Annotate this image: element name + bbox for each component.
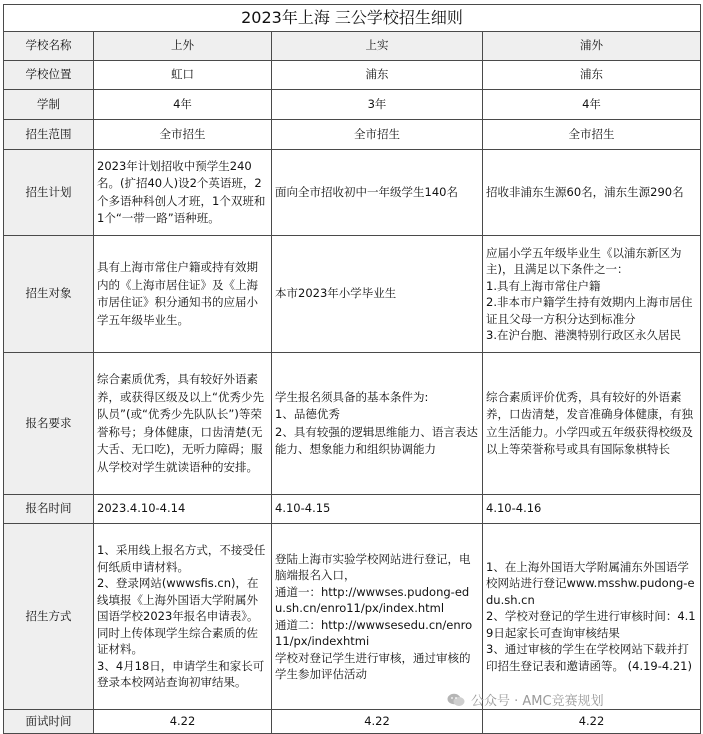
watermark-text: 公众号 · AMC竞赛规划 bbox=[471, 694, 604, 709]
table-row bbox=[4, 32, 701, 61]
table-row bbox=[4, 120, 701, 150]
cell-target-puwai: 应届小学五年级毕业生《以浦东新区为主)，且满足以下条件之一： 1.具有上海市常住户籍 2.非本市户籍学生持有效期内上海市居住证且父母一方积分达到标准分 3.在沪台胞、港澳特别行政区永久居民 bbox=[483, 236, 701, 353]
cell-reg-time-puwai: 4.10-4.16 bbox=[483, 495, 701, 524]
table-row bbox=[4, 236, 701, 353]
cell-interview-shangshi: 4.22 bbox=[272, 710, 483, 734]
title-row bbox=[4, 5, 701, 32]
row-label-interview: 面试时间 bbox=[4, 710, 94, 734]
cell-method-puwai: 1、在上海外国语大学附属浦东外国语学校网站进行登记www.msshw.pudong-edu.sh.cn 2、学校对登记的学生进行审核时间：4.19日起家长可查询审核结果 3、通过审核的学生在学校网站下载并打印招生登记表和邀请函等。 (4.19-4.21) bbox=[483, 524, 701, 710]
row-label-target: 招生对象 bbox=[4, 236, 94, 353]
cell-scope-shangwai: 全市招生 bbox=[94, 120, 272, 150]
table-row bbox=[4, 61, 701, 90]
watermark bbox=[447, 690, 604, 709]
wechat-icon bbox=[447, 693, 465, 707]
cell-requirements-shangshi: 学生报名须具备的基本条件为: 1、品德优秀 2、具有较强的逻辑思维能力、语言表达能力、想象能力和组织协调能力 bbox=[272, 353, 483, 495]
row-label-years: 学制 bbox=[4, 90, 94, 120]
cell-target-shangwai: 具有上海市常住户籍或持有效期内的《上海市居住证》及《上海市居住证》积分通知书的应届小学五年级毕业生。 bbox=[94, 236, 272, 353]
cell-requirements-shangwai: 综合素质优秀，具有较好外语素养，或获得区级及以上“优秀少先队员”(或“优秀少先队队长”)等荣誉称号；身体健康，口齿清楚(无大舌、无口吃)，无听力障碍；服从学校对学生就读语种的安排。 bbox=[94, 353, 272, 495]
table-title: 2023年上海 三公学校招生细则 bbox=[4, 5, 701, 32]
cell-years-shangshi: 3年 bbox=[272, 90, 483, 120]
cell-scope-puwai: 全市招生 bbox=[483, 120, 701, 150]
row-label-scope: 招生范围 bbox=[4, 120, 94, 150]
table-row bbox=[4, 150, 701, 236]
table-row bbox=[4, 524, 701, 710]
row-label-requirements: 报名要求 bbox=[4, 353, 94, 495]
cell-method-shangwai: 1、采用线上报名方式，不接受任何纸质申请材料。 2、登录网站(wwwsfis.cn)，在线填报《上海外国语大学附属外国语学校2023年报名申请表》。同时上传体现学生综合素质的佐证材料。 3、4月18日，申请学生和家长可登录本校网站查询初审结果。 bbox=[94, 524, 272, 710]
cell-location-puwai: 浦东 bbox=[483, 61, 701, 90]
row-label-method: 招生方式 bbox=[4, 524, 94, 710]
cell-location-shangwai: 虹口 bbox=[94, 61, 272, 90]
admission-table bbox=[3, 4, 701, 734]
cell-location-shangshi: 浦东 bbox=[272, 61, 483, 90]
cell-reg-time-shangshi: 4.10-4.15 bbox=[272, 495, 483, 524]
row-label-location: 学校位置 bbox=[4, 61, 94, 90]
cell-plan-shangshi: 面向全市招收初中一年级学生140名 bbox=[272, 150, 483, 236]
cell-reg-time-shangwai: 2023.4.10-4.14 bbox=[94, 495, 272, 524]
cell-years-puwai: 4年 bbox=[483, 90, 701, 120]
row-label-reg-time: 报名时间 bbox=[4, 495, 94, 524]
table-row bbox=[4, 495, 701, 524]
cell-scope-shangshi: 全市招生 bbox=[272, 120, 483, 150]
cell-requirements-puwai: 综合素质评价优秀，具有较好的外语素养，口齿清楚，发音准确身体健康，有独立生活能力。小学四或五年级获得校级及以上等荣誉称号或具有国际象棋特长 bbox=[483, 353, 701, 495]
school-name-puwai: 浦外 bbox=[483, 32, 701, 61]
cell-plan-puwai: 招收非浦东生源60名，浦东生源290名 bbox=[483, 150, 701, 236]
school-name-shangwai: 上外 bbox=[94, 32, 272, 61]
cell-interview-puwai: 4.22 bbox=[483, 710, 701, 734]
table-row bbox=[4, 90, 701, 120]
cell-plan-shangwai: 2023年计划招收中预学生240名。(扩招40人)设2个英语班，2个多语种科创人才班，1个双班和1个“一带一路”语种班。 bbox=[94, 150, 272, 236]
row-label-school-name: 学校名称 bbox=[4, 32, 94, 61]
cell-method-shangshi: 登陆上海市实验学校网站进行登记，电脑端报名入口， 通道一：http://wwwses.pudong-edu.sh.cn/enro11/px/index.html 通道二：http://wwwsesedu.cn/enro11/px/indexhtmi 学校对登记学生进行审核，通过审核的学生参加评估活动 bbox=[272, 524, 483, 710]
row-label-plan: 招生计划 bbox=[4, 150, 94, 236]
table-row bbox=[4, 353, 701, 495]
school-name-shangshi: 上实 bbox=[272, 32, 483, 61]
cell-target-shangshi: 本市2023年小学毕业生 bbox=[272, 236, 483, 353]
cell-interview-shangwai: 4.22 bbox=[94, 710, 272, 734]
cell-years-shangwai: 4年 bbox=[94, 90, 272, 120]
